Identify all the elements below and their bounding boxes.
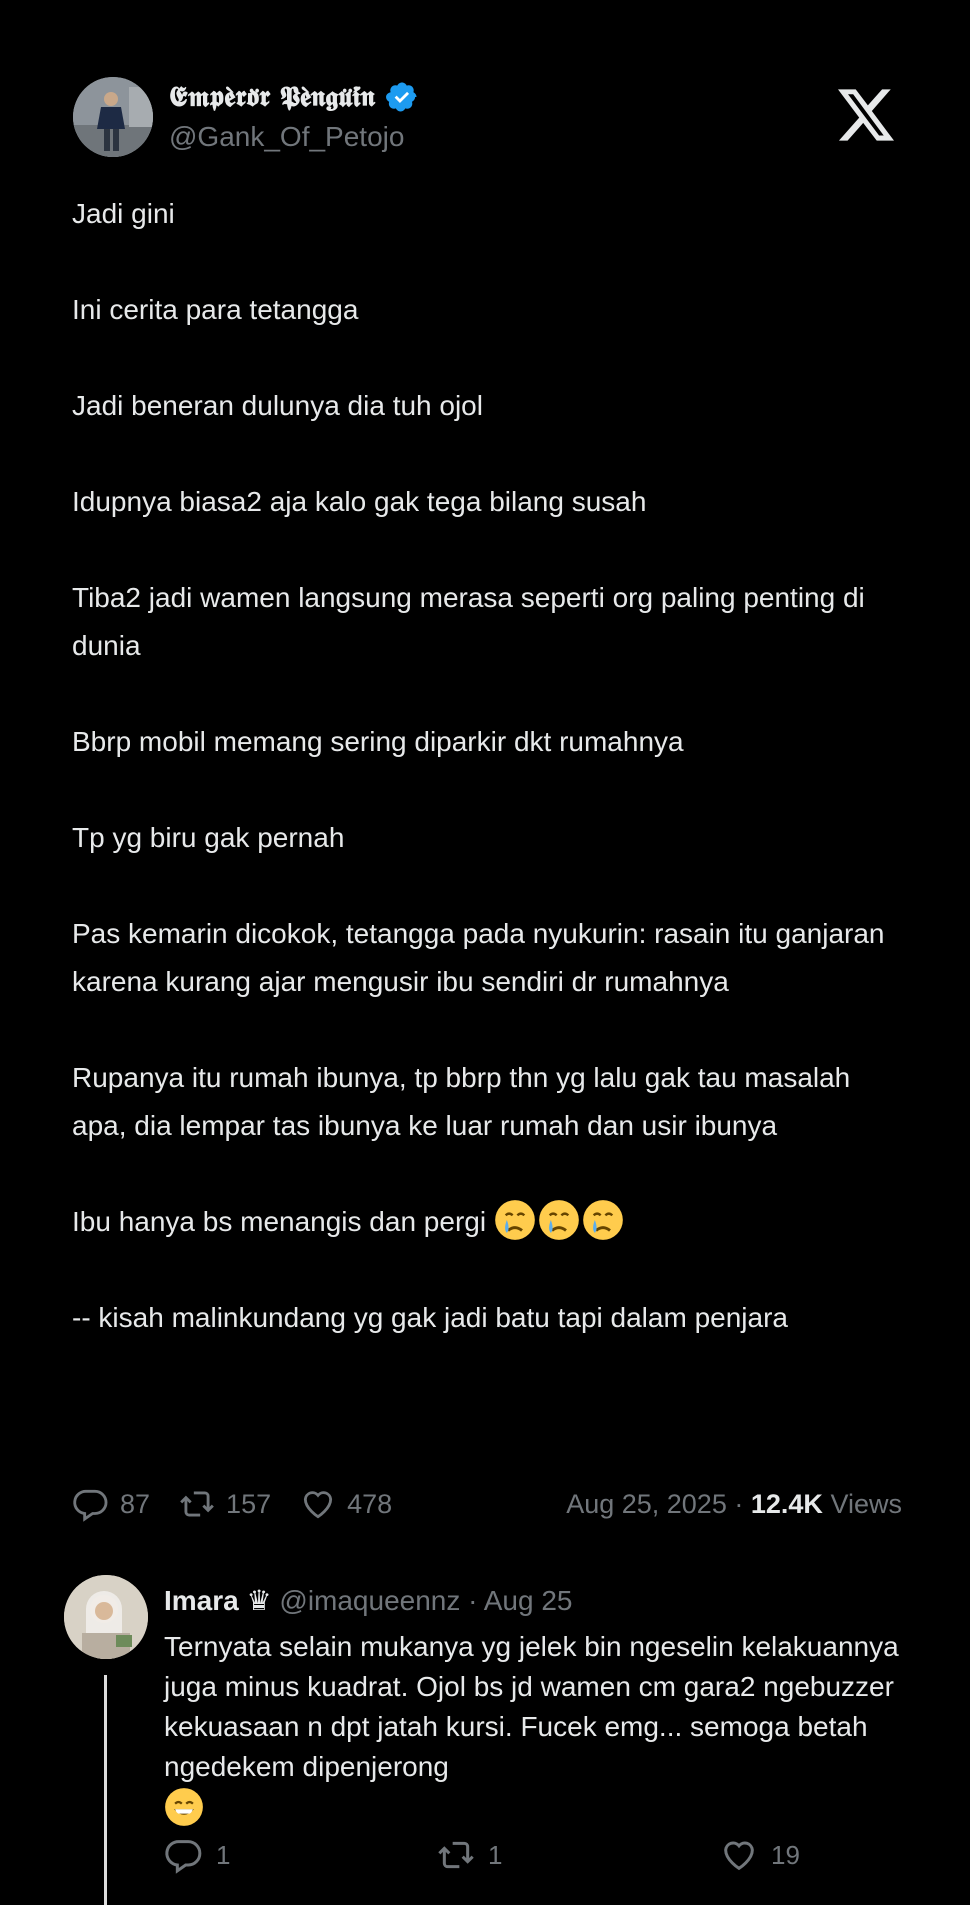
tweet-paragraph: Ini cerita para tetangga	[72, 294, 359, 325]
reply-repost-button[interactable]	[436, 1835, 502, 1875]
reply-author-handle[interactable]: @imaqueennz	[279, 1585, 461, 1616]
tweet-paragraph: Jadi beneran dulunya dia tuh ojol	[72, 390, 483, 421]
tweet-paragraph: Jadi gini	[72, 198, 175, 229]
grinning-face-icon	[164, 1787, 204, 1827]
heart-icon	[719, 1835, 759, 1875]
reply-author-avatar[interactable]	[64, 1575, 148, 1659]
tweet-action-bar	[72, 1480, 902, 1528]
reply-like-button[interactable]	[719, 1835, 800, 1875]
crying-face-icon	[582, 1199, 624, 1241]
crown-icon: ♛	[246, 1585, 272, 1616]
x-logo-icon	[838, 89, 894, 141]
reply-count: 87	[120, 1488, 151, 1519]
repost-icon	[178, 1485, 216, 1523]
repost-count: 157	[226, 1488, 272, 1519]
like-count: 478	[347, 1488, 393, 1519]
tweet-paragraph: Ibu hanya bs menangis dan pergi	[72, 1206, 487, 1237]
views-label: Views	[830, 1488, 902, 1519]
reply-reply-count: 1	[216, 1839, 231, 1870]
reply-button[interactable]	[72, 1485, 150, 1523]
meta-separator: ·	[734, 1488, 744, 1519]
thread-line	[104, 1675, 107, 1905]
tweet-paragraph: Bbrp mobil memang sering diparkir dkt rumahnya	[72, 726, 684, 757]
tweet-paragraph: Pas kemarin dicokok, tetangga pada nyukurin: rasain itu ganjaran karena kurang ajar mengusir ibu sendiri dr rumahnya	[72, 918, 885, 997]
author-handle[interactable]: @Gank_Of_Petojo	[169, 121, 405, 152]
tweet-paragraph: Idupnya biasa2 aja kalo gak tega bilang susah	[72, 486, 647, 517]
reply-icon	[72, 1485, 110, 1523]
author-avatar[interactable]	[73, 77, 153, 157]
reply-text: Ternyata selain mukanya yg jelek bin ngeselin kelakuannya juga minus kuadrat. Ojol bs jd wamen cm gara2 ngebuzzer kekuasaan n dpt jatah kursi. Fucek emg... semoga betah ngedekem dipenjerong	[164, 1631, 899, 1782]
views-count: 12.4K	[750, 1488, 823, 1519]
like-button[interactable]	[299, 1485, 392, 1523]
reply-separator: ·	[468, 1585, 478, 1616]
tweet-paragraph: -- kisah malinkundang yg gak jadi batu tapi dalam penjara	[72, 1302, 788, 1333]
heart-icon	[299, 1485, 337, 1523]
tweet-paragraph: Tiba2 jadi wamen langsung merasa seperti org paling penting di dunia	[72, 582, 865, 661]
reply-date[interactable]: Aug 25	[483, 1585, 573, 1616]
tweet-date[interactable]: Aug 25, 2025	[566, 1488, 727, 1519]
crying-face-icon	[538, 1199, 580, 1241]
reply-action-bar	[164, 1835, 884, 1875]
crying-face-icon	[494, 1199, 536, 1241]
repost-icon	[436, 1835, 476, 1875]
tweet-meta	[566, 1489, 902, 1520]
tweet-paragraph: Rupanya itu rumah ibunya, tp bbrp thn yg lalu gak tau masalah apa, dia lempar tas ibunya ke luar rumah dan usir ibunya	[72, 1062, 851, 1141]
reply-reply-button[interactable]	[164, 1835, 230, 1875]
tweet-header	[73, 77, 897, 157]
tweet-paragraph-with-emoji	[72, 1198, 912, 1246]
reply-repost-count: 1	[488, 1839, 503, 1870]
reply-header	[164, 1583, 572, 1619]
author-name-row[interactable]	[169, 79, 419, 115]
author-display-name[interactable]: 𝕰𝖒𝖕𝖊̀𝖗𝖔̈𝖗 𝕻𝖊̀𝖓𝖌𝖚̈𝖎́𝖓	[169, 80, 375, 113]
repost-button[interactable]	[178, 1485, 271, 1523]
reply-icon	[164, 1835, 204, 1875]
reply-text-block	[164, 1627, 924, 1830]
reply-like-count: 19	[771, 1839, 800, 1870]
tweet-paragraph: Tp yg biru gak pernah	[72, 822, 345, 853]
verified-badge-icon	[385, 80, 419, 114]
tweet-text	[72, 190, 912, 1342]
reply-author-name[interactable]: Imara	[164, 1585, 239, 1616]
